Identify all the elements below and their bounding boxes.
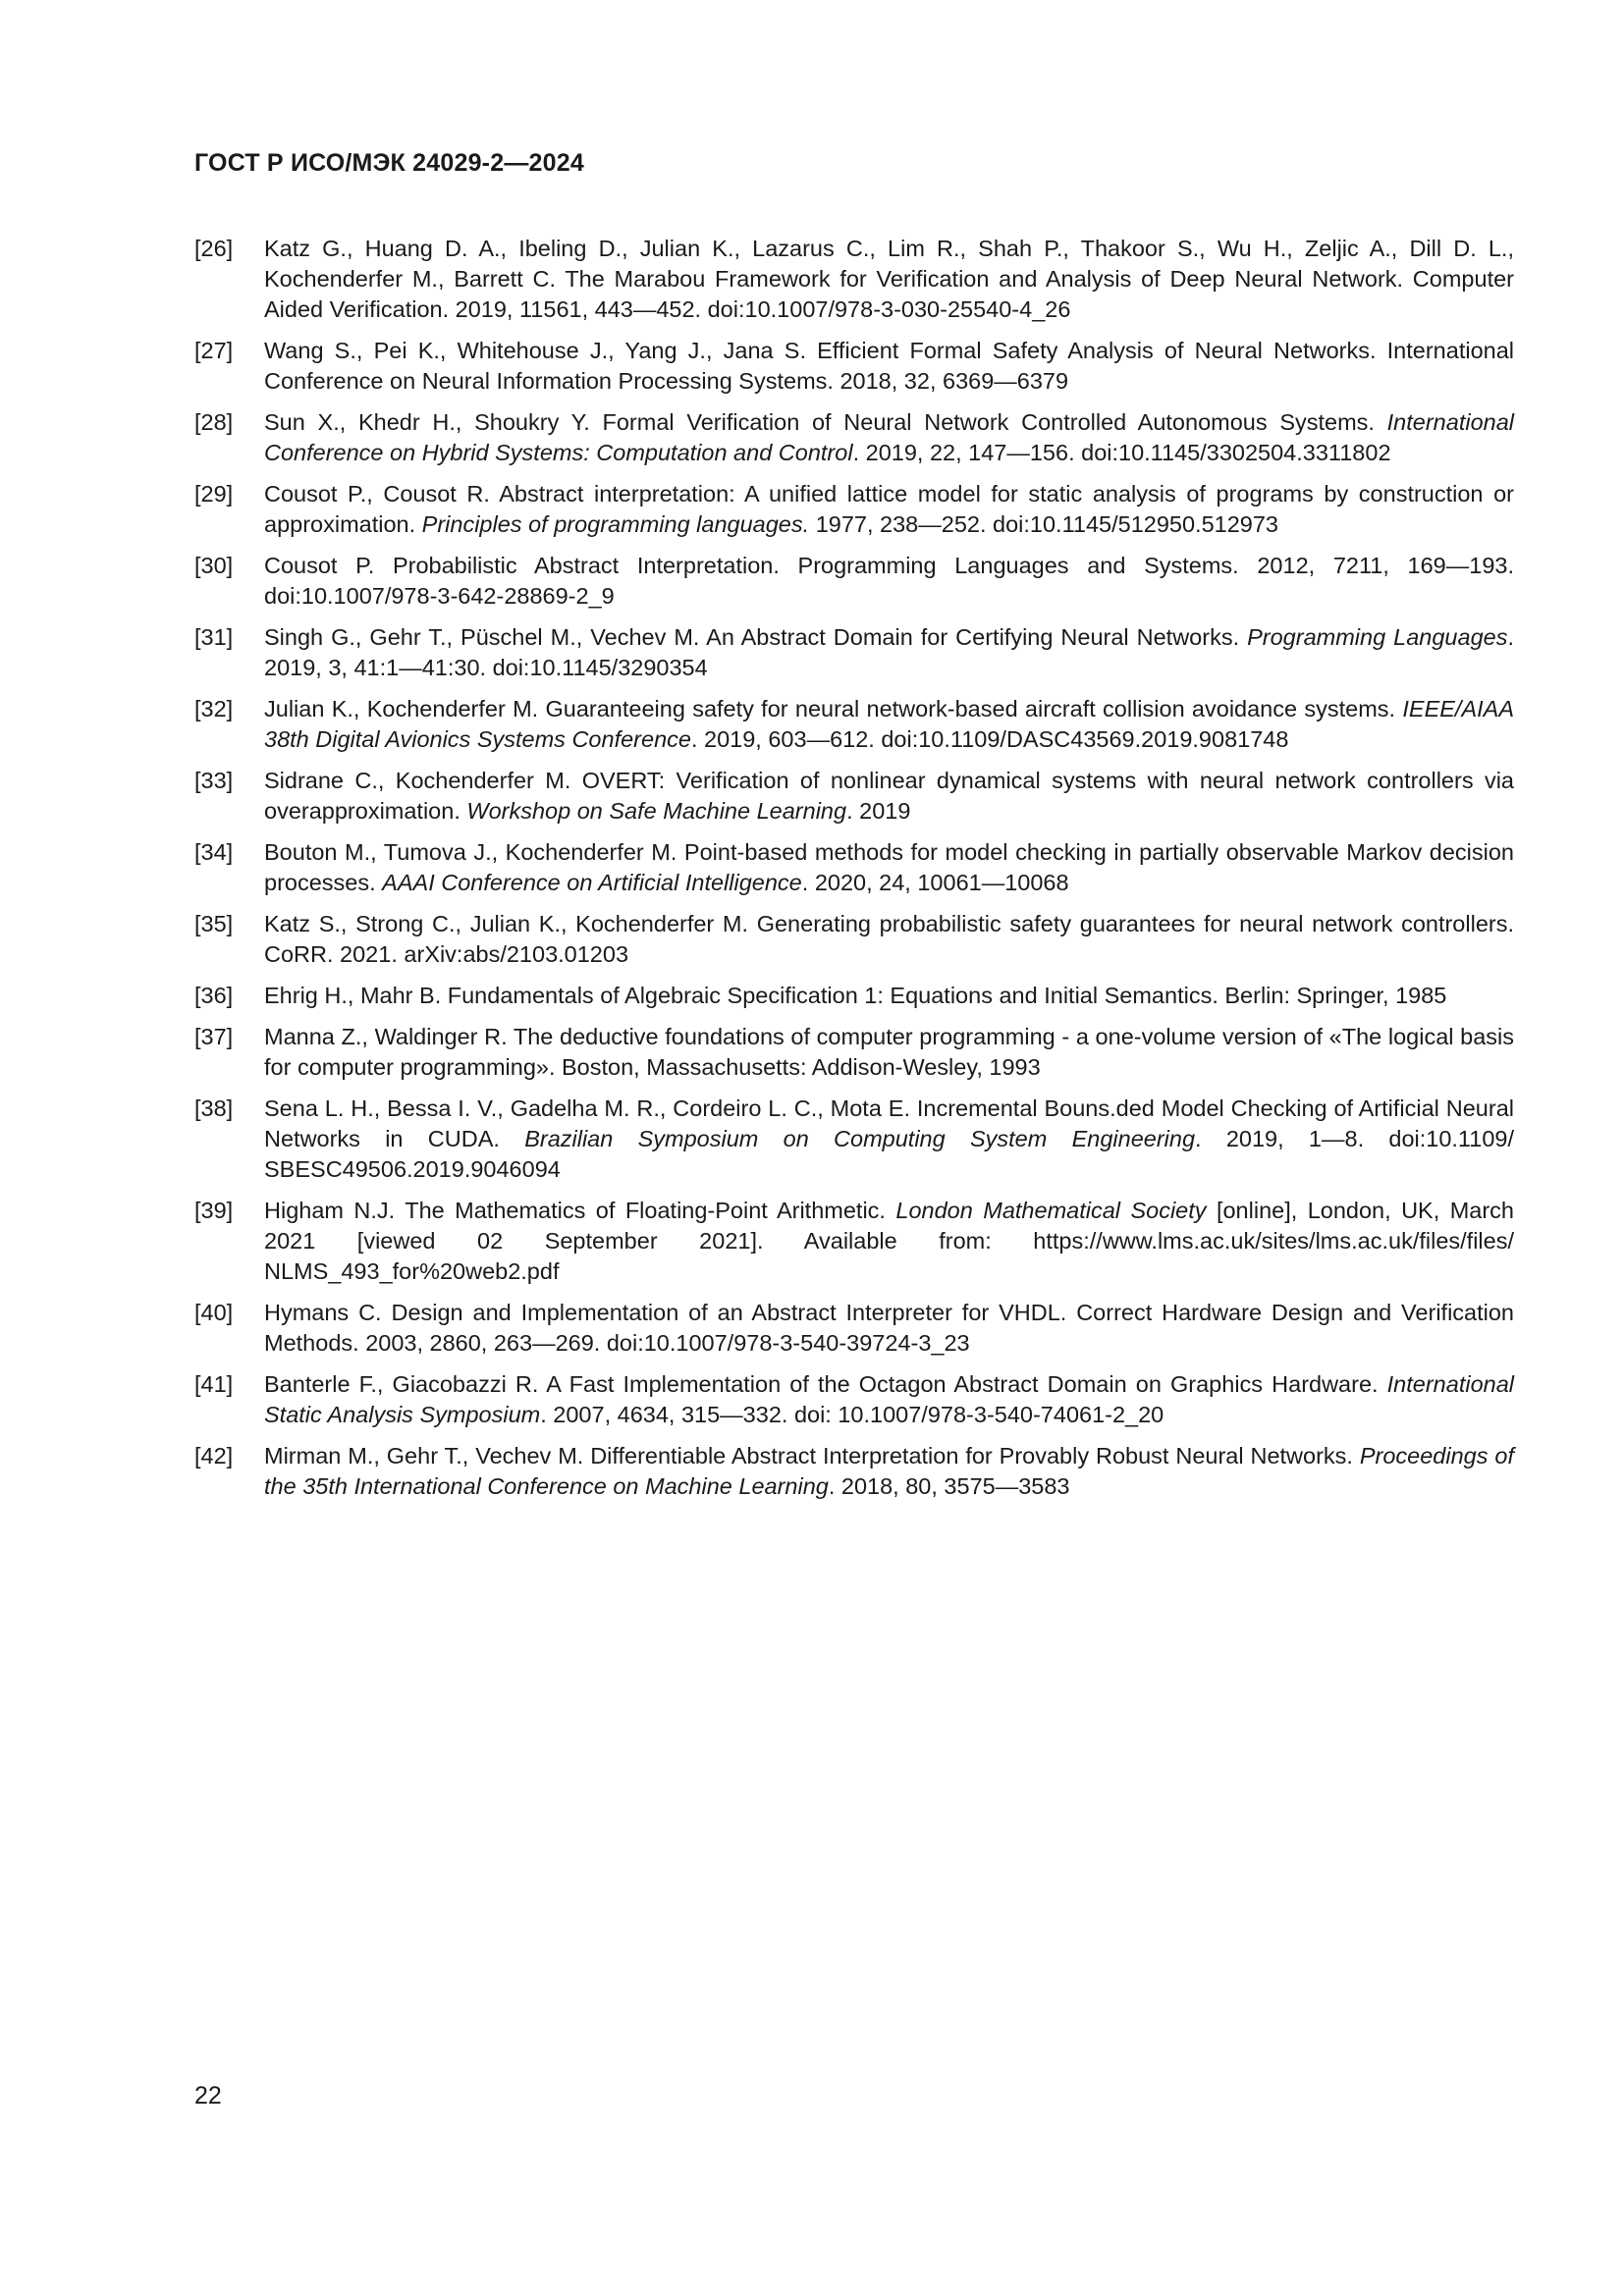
reference-number: [31] [194,624,234,650]
reference-item [194,981,1514,1011]
reference-item [194,694,1514,755]
reference-text: Manna Z., Waldinger R. The deductive foundations of computer programming - a one-volume version of «The logical basis for computer programming». Boston, Massachusetts: Addison-Wesley, 1993 [264,1024,1514,1080]
reference-text: Cousot P. Probabilistic Abstract Interpretation. Programming Languages and Systems. 2012, 7211, 169—193. doi:10.1007/978-3-642-28869-2_9 [264,553,1514,609]
page-number: 22 [194,2082,222,2109]
reference-number: [40] [194,1300,234,1325]
document-header: ГОСТ Р ИСО/МЭК 24029-2—2024 [194,149,584,177]
reference-text: Katz S., Strong C., Julian K., Kochenderfer M. Generating probabilistic safety guarantees for neural network controllers. CoRR. 2021. arXiv:abs/2103.01203 [264,911,1514,967]
reference-text: Katz G., Huang D. A., Ibeling D., Julian K., Lazarus C., Lim R., Shah P., Thakoor S., Wu H., Zeljic A., Dill D. L., Kochenderfer M., Barrett C. The Marabou Framework for Verification and Analysis of Deep Neural Network. Computer Aided Verification. 2019, 11561, 443—452. doi:10.1007/978-3-030-25540-4_26 [264,236,1514,322]
reference-text: Sun X., Khedr H., Shoukry Y. Formal Verification of Neural Network Controlled Autonomous Systems. International Conference on Hybrid Systems: Computation and Control. 2019, 22, 147—156. doi:10.1145/3302504.3311802 [264,409,1514,465]
reference-text: Singh G., Gehr T., Püschel M., Vechev M. An Abstract Domain for Certifying Neural Networks. Programming Languages. 2019, 3, 41:1—41:30. doi:10.1145/3290354 [264,624,1514,680]
reference-item [194,1094,1514,1185]
reference-number: [32] [194,696,234,721]
reference-number: [41] [194,1371,234,1397]
reference-text: Banterle F., Giacobazzi R. A Fast Implementation of the Octagon Abstract Domain on Graphics Hardware. International Static Analysis Symposium. 2007, 4634, 315—332. doi: 10.1007/978-3-540-74061-2_20 [264,1371,1514,1427]
reference-item [194,1369,1514,1430]
reference-text: Mirman M., Gehr T., Vechev M. Differentiable Abstract Interpretation for Provably Robust Neural Networks. Proceedings of the 35th International Conference on Machine Learning. 2018, 80, 3575—3583 [264,1443,1514,1499]
reference-number: [34] [194,839,234,865]
reference-item [194,1196,1514,1287]
reference-text: Hymans C. Design and Implementation of an Abstract Interpreter for VHDL. Correct Hardware Design and Verification Methods. 2003, 2860, 263—269. doi:10.1007/978-3-540-39724-3_23 [264,1300,1514,1356]
reference-number: [28] [194,409,234,435]
reference-number: [29] [194,481,234,507]
reference-item [194,1022,1514,1083]
reference-item [194,234,1514,325]
reference-item [194,766,1514,827]
reference-number: [42] [194,1443,234,1468]
reference-text: Julian K., Kochenderfer M. Guaranteeing safety for neural network-based aircraft collision avoidance systems. IEEE/AIAA 38th Digital Avionics Systems Conference. 2019, 603—612. doi:10.1109/DASC43569.2019.9081748 [264,696,1514,752]
reference-text: Cousot P., Cousot R. Abstract interpretation: A unified lattice model for static analysis of programs by construction or approximation. Principles of programming languages. 1977, 238—252. doi:10.1145/512950.512973 [264,481,1514,537]
reference-text: Higham N.J. The Mathematics of Floating-Point Arithmetic. London Mathematical Society [online], London, UK, March 2021 [viewed 02 September 2021]. Available from: https://www.lms.ac.uk/sites/lms.ac.uk/files/files/ NLMS_493_for%20web2.pdf [264,1198,1514,1284]
reference-item [194,479,1514,540]
reference-number: [37] [194,1024,234,1049]
reference-number: [39] [194,1198,234,1223]
reference-text: Bouton M., Tumova J., Kochenderfer M. Point-based methods for model checking in partially observable Markov decision processes. AAAI Conference on Artificial Intelligence. 2020, 24, 10061—10068 [264,839,1514,895]
reference-item [194,336,1514,397]
reference-item [194,1298,1514,1359]
reference-item [194,407,1514,468]
reference-item [194,622,1514,683]
reference-number: [27] [194,338,234,363]
reference-item [194,837,1514,898]
reference-list [194,234,1514,1513]
reference-item [194,909,1514,970]
reference-number: [35] [194,911,234,936]
reference-text: Ehrig H., Mahr B. Fundamentals of Algebraic Specification 1: Equations and Initial Semantics. Berlin: Springer, 1985 [264,983,1447,1008]
reference-text: Sena L. H., Bessa I. V., Gadelha M. R., Cordeiro L. C., Mota E. Incremental Bouns.ded Model Checking of Artificial Neural Networks in CUDA. Brazilian Symposium on Computing System Engineering. 2019, 1—8. doi:10.1109/ SBESC49506.2019.9046094 [264,1095,1514,1182]
reference-item [194,551,1514,612]
reference-number: [30] [194,553,234,578]
reference-number: [26] [194,236,234,261]
reference-item [194,1441,1514,1502]
reference-number: [38] [194,1095,234,1121]
reference-text: Wang S., Pei K., Whitehouse J., Yang J., Jana S. Efficient Formal Safety Analysis of Neural Networks. International Conference on Neural Information Processing Systems. 2018, 32, 6369—6379 [264,338,1514,394]
reference-number: [33] [194,768,234,793]
reference-number: [36] [194,983,234,1008]
reference-text: Sidrane C., Kochenderfer M. OVERT: Verification of nonlinear dynamical systems with neural network controllers via overapproximation. Workshop on Safe Machine Learning. 2019 [264,768,1514,824]
